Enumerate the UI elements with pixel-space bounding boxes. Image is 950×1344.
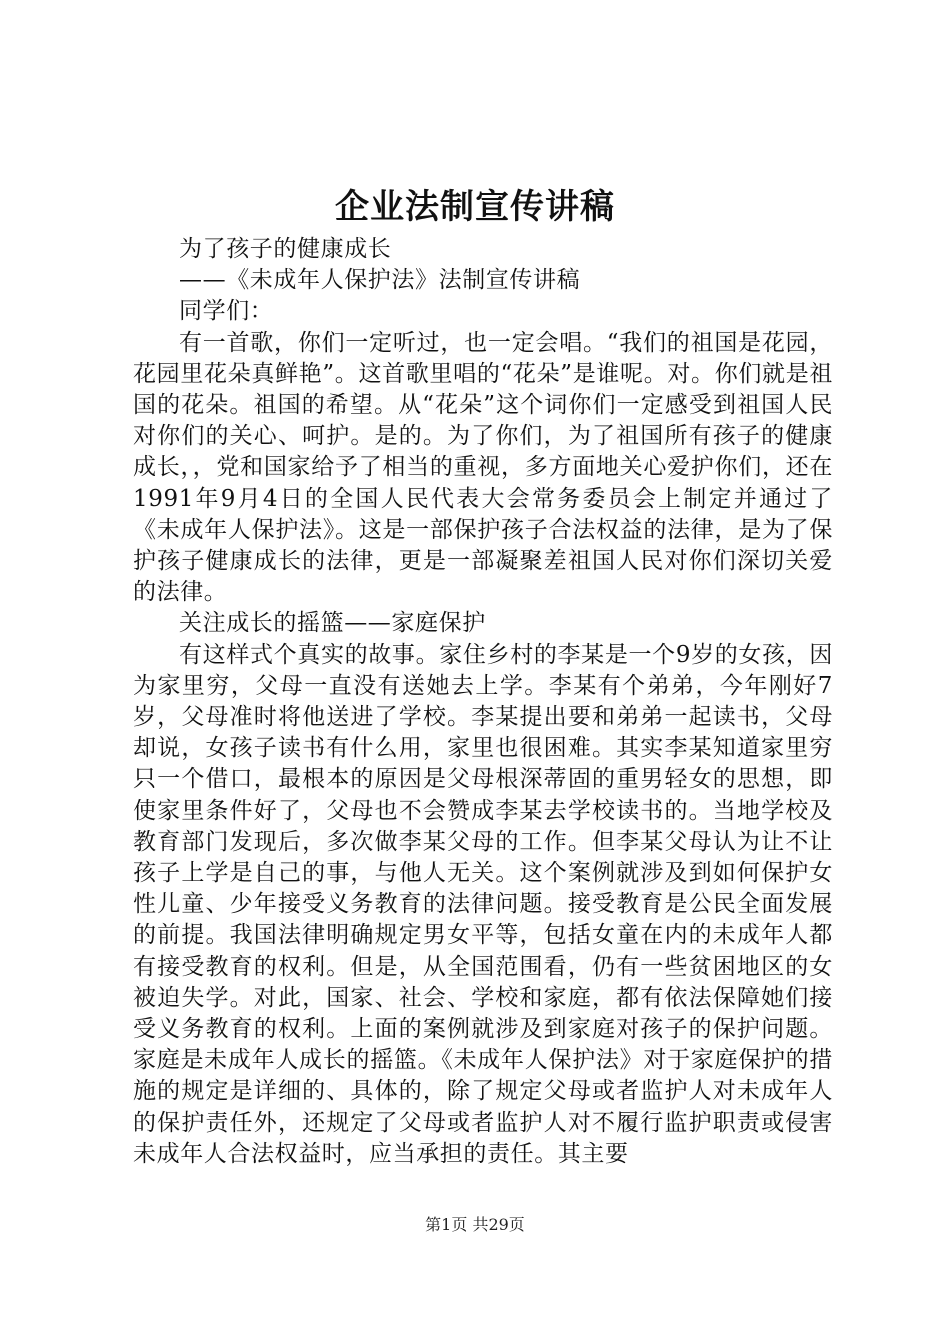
body-paragraph: 有这样式个真实的故事。家住乡村的李某是一个9岁的女孩，因为家里穷，父母一直没有送她去上学。李某有个弟弟，今年刚好7岁，父母准时将他送进了学校。李某提出要和弟弟一起读书，父母却说，女孩子读书有什么用，家里也很困难。其实李某知道家里穷只一个借口，最根本的原因是父母根深蒂固的重男轻女的思想，即使家里条件好了，父母也不会赞成李某去学校读书的。当地学校及教育部门发现后，多次做李某父母的工作。但李某父母认为让不让孩子上学是自己的事，与他人无关。这个案例就涉及到如何保护女性儿童、少年接受义务教育的法律问题。接受教育是公民全面发展的前提。我国法律明确规定男女平等，包括女童在内的未成年人都有接受教育的权利。但是，从全国范围看，仍有一些贫困地区的女被迫失学。对此，国家、社会、学校和家庭，都有依法保障她们接受义务教育的权利。上面的案例就涉及到家庭对孩子的保护问题。家庭是未成年人成长的摇篮。《未成年人保护法》对于家庭保护的措施的规定是详细的、具体的，除了规定父母或者监护人对未成年人的保护责任外，还规定了父母或者监护人对不履行监护职责或侵害未成年人合法权益时，应当承担的责任。其主要 [133, 641, 833, 1167]
body-paragraph: 有一首歌，你们一定听过，也一定会唱。“我们的祖国是花园，花园里花朵真鲜艳”。这首歌里唱的“花朵”是谁呢。对。你们就是祖国的花朵。祖国的希望。从“花朵”这个词你们一定感受到祖国人民对你们的关心、呵护。是的。为了你们，为了祖国所有孩子的健康成长，，党和国家给予了相当的重视，多方面地关心爱护你们，还在1991年9月4日的全国人民代表大会常务委员会上制定并通过了《未成年人保护法》。这是一部保护孩子合法权益的法律，是为了保护孩子健康成长的法律，更是一部凝聚差祖国人民对你们深切关爱的法律。 [133, 329, 833, 606]
salutation: 同学们： [179, 298, 274, 325]
document-body [133, 234, 833, 1170]
page-footer: 第1页 共29页 [425, 1215, 525, 1234]
section-heading: 关注成长的摇篮——家庭保护 [179, 610, 486, 637]
subtitle-line: 为了孩子的健康成长 [179, 236, 392, 262]
document-title: 企业法制宣传讲稿 [335, 187, 615, 227]
subtitle-line: ——《未成年人保护法》法制宣传讲稿 [179, 267, 581, 294]
